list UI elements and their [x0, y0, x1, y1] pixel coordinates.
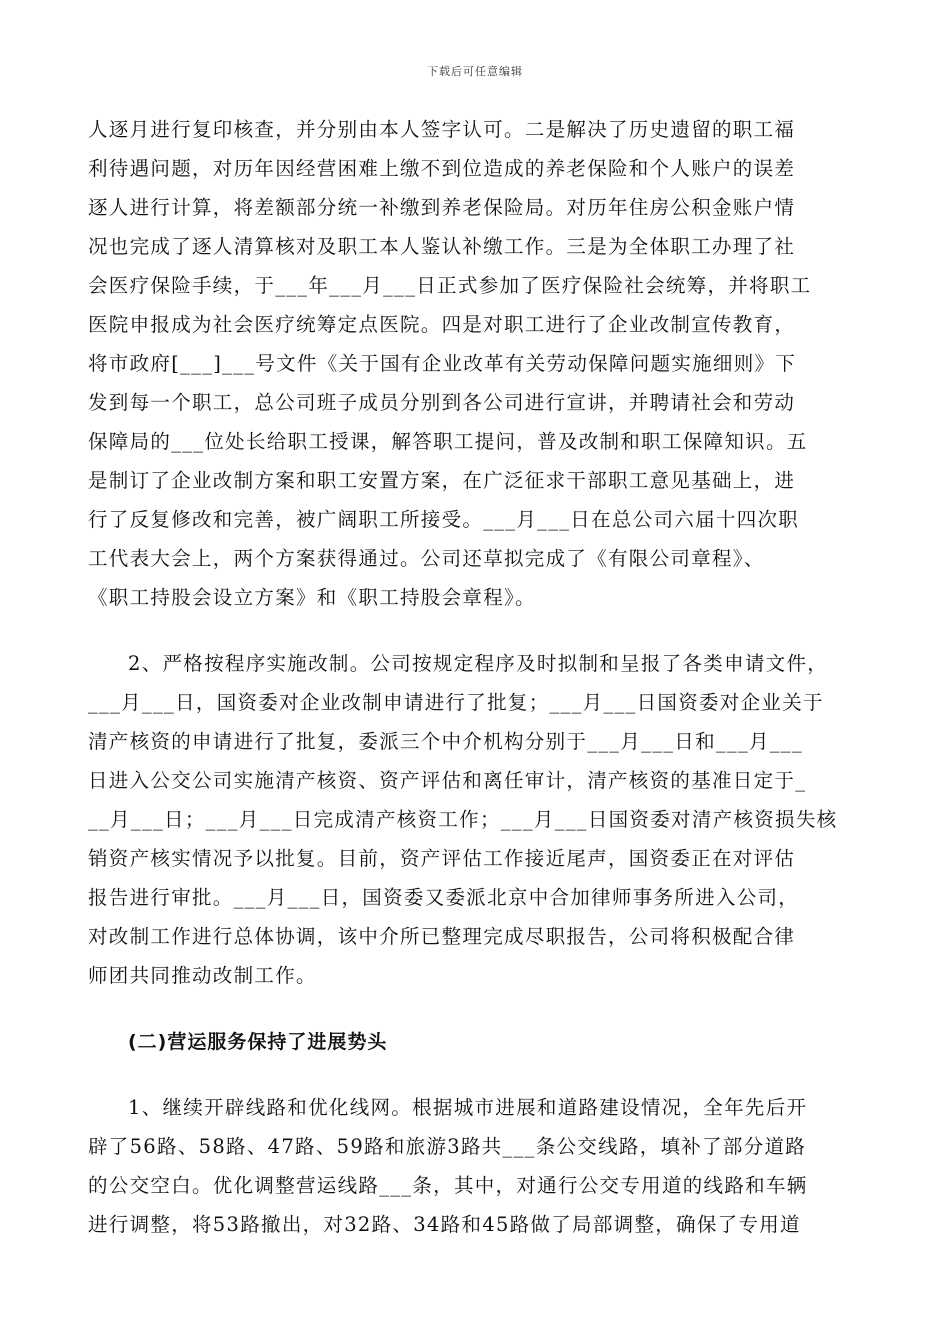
text-line: __月___日；___月___日完成清产核资工作；___月___日国资委对清产核资损失核 — [88, 808, 838, 831]
text-line: 销资产核实情况予以批复。目前，资产评估工作接近尾声，国资委正在对评估 — [88, 847, 796, 870]
text-line: 进行调整，将53路撤出，对32路、34路和45路做了局部调整，确保了专用道 — [88, 1213, 801, 1236]
text-line: 清产核资的申请进行了批复，委派三个中介机构分别于___月___日和___月___ — [88, 730, 803, 753]
text-line: 是制订了企业改制方案和职工安置方案，在广泛征求干部职工意见基础上，进 — [88, 469, 796, 492]
text-line: ___月___日，国资委对企业改制申请进行了批复；___月___日国资委对企业关于 — [88, 691, 824, 714]
text-line: 保障局的___位处长给职工授课，解答职工提问，普及改制和职工保障知识。五 — [88, 430, 808, 453]
text-line: 况也完成了逐人清算核对及职工本人鉴认补缴工作。三是为全体职工办理了社 — [88, 235, 796, 258]
text-line: 1、继续开辟线路和优化线网。根据城市进展和道路建设情况，全年先后开 — [128, 1096, 808, 1119]
text-line: 行了反复修改和完善，被广阔职工所接受。___月___日在总公司六届十四次职 — [88, 508, 800, 531]
text-line: 报告进行审批。___月___日，国资委又委派北京中合加律师事务所进入公司， — [88, 886, 800, 909]
text-line: 《职工持股会设立方案》和《职工持股会章程》。 — [88, 586, 536, 609]
text-line: 发到每一个职工，总公司班子成员分别到各公司进行宣讲，并聘请社会和劳动 — [88, 391, 796, 414]
text-line: 师团共同推动改制工作。 — [88, 964, 317, 987]
text-line: 对改制工作进行总体协调，该中介所已整理完成尽职报告，公司将积极配合律 — [88, 925, 796, 948]
section-heading: (二)营运服务保持了进展势头 — [128, 1031, 388, 1053]
text-line: 日进入公交公司实施清产核资、资产评估和离任审计，清产核资的基准日定于_ — [88, 769, 807, 792]
page-header: 下载后可任意编辑 — [427, 65, 523, 78]
text-line: 的公交空白。优化调整营运线路___条，其中，对通行公交专用道的线路和车辆 — [88, 1174, 808, 1197]
text-line: 逐人进行计算，将差额部分统一补缴到养老保险局。对历年住房公积金账户情 — [88, 196, 796, 219]
text-line: 工代表大会上，两个方案获得通过。公司还草拟完成了《有限公司章程》、 — [88, 547, 765, 570]
text-line: 辟了56路、58路、47路、59路和旅游3路共___条公交线路，填补了部分道路 — [88, 1135, 807, 1158]
text-line: 利待遇问题，对历年因经营困难上缴不到位造成的养老保险和个人账户的误差 — [88, 157, 796, 180]
text-line: 会医疗保险手续，于___年___月___日正式参加了医疗保险社会统筹，并将职工 — [88, 274, 812, 297]
text-line: 医院申报成为社会医疗统筹定点医院。四是对职工进行了企业改制宣传教育， — [88, 313, 796, 336]
text-line: 2、严格按程序实施改制。公司按规定程序及时拟制和呈报了各类申请文件， — [128, 652, 829, 675]
text-line: 人逐月进行复印核查，并分别由本人签字认可。二是解决了历史遗留的职工福 — [88, 118, 796, 141]
text-line: 将市政府[___]___号文件《关于国有企业改革有关劳动保障问题实施细则》下 — [88, 352, 797, 375]
